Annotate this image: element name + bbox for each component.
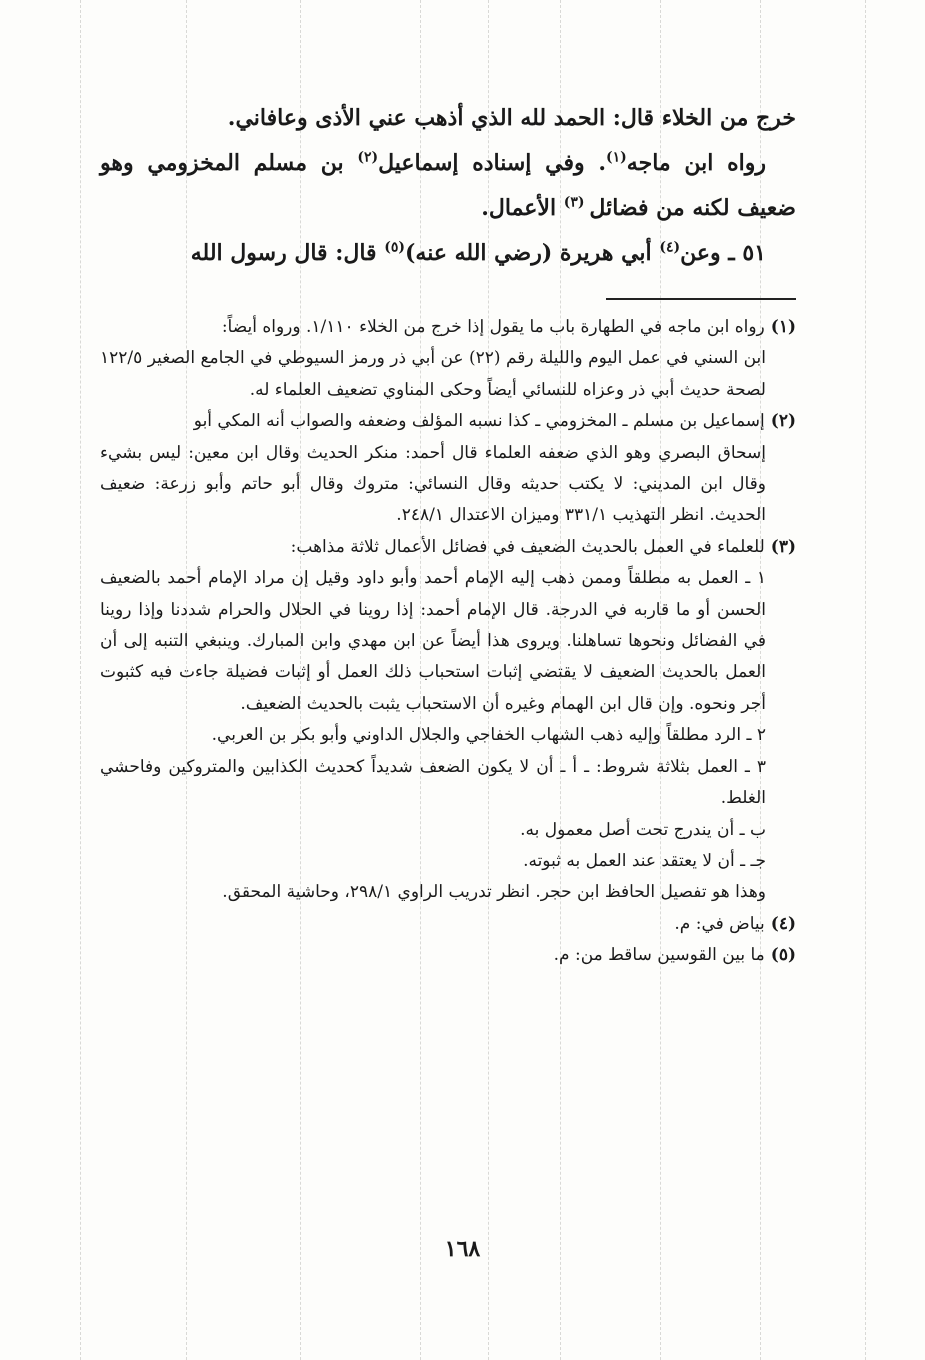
text-segment: بن مسلم المخزومي وهو ضعيف لكنه من فضائل [100, 150, 796, 221]
footnote-3 [100, 532, 796, 563]
footnote-mark: (٤) [770, 913, 796, 934]
footnote-mark: (٣) [770, 536, 796, 557]
footnote-2 [100, 406, 796, 437]
text-segment: أبي هريرة (رضي الله عنه) [405, 240, 660, 266]
footnote-3-item-3: ٣ ـ العمل بثلاثة شروط: ـ أ ـ أن لا يكون الضعف شديداً كحديث الكذابين والمتروكين وفاحشي الغلط. [100, 756, 766, 809]
footnote-5 [100, 940, 796, 971]
footnote-3-item-3b: ب ـ أن يندرج تحت أصل معمول به. [520, 819, 766, 840]
footnote-2-continuation: إسحاق البصري وهو الذي ضعفه العلماء قال أحمد: منكر الحديث وقال ابن معين: ليس بشيء وقال ابن المديني: لا يكتب حديثه وقال النسائي: متروك وقال أبو حاتم وأبو زرعة: ضعيف الحديث. انظر التهذيب ٣٣١/١ وميزان الاعتدال ٢٤٨/١. [100, 442, 766, 526]
footnote-4 [100, 909, 796, 940]
footnote-mark: (١) [770, 317, 796, 337]
text-segment: الأعمال. [481, 195, 564, 221]
footnote-mark: (٥) [770, 945, 796, 966]
footnote-ref-1: (١) [606, 149, 627, 166]
footnote-ref-2: (٢) [357, 149, 379, 166]
footnote-mark: (٢) [770, 411, 796, 432]
footnotes [100, 312, 796, 972]
footnote-3-closing: وهذا هو تفصيل الحافظ ابن حجر. انظر تدريب الراوي ٢٩٨/١، وحاشية المحقق. [222, 882, 766, 903]
footnote-ref-3: (٣) [563, 194, 590, 211]
text-segment: قال: قال رسول الله [190, 240, 385, 266]
text-segment: ٥١ ـ وعن [680, 240, 766, 266]
footnote-1 [100, 312, 796, 343]
footnote-1-continuation: ابن السني في عمل اليوم والليلة رقم (٢٢) عن أبي ذر ورمز السيوطي في الجامع الصغير ١٢٢/٥ لصحة حديث أبي ذر وعزاه للنسائي أيضاً وحكى المناوي تضعيف العلماء له. [100, 348, 767, 400]
footnote-text: للعلماء في العمل بالحديث الضعيف في فضائل الأعمال ثلاثة مذاهب: [290, 536, 765, 557]
footnote-3-item-2: ٢ ـ الرد مطلقاً وإليه ذهب الشهاب الخفاجي والجلال الداوني وأبو بكر بن العربي. [211, 725, 766, 746]
main-paragraph-2 [100, 141, 796, 231]
hadith-51 [100, 231, 796, 276]
footnote-text: رواه ابن ماجه في الطهارة باب ما يقول إذا خرج من الخلاء ١/١١٠. ورواه أيضاً: [221, 317, 765, 337]
page-number: ١٦٨ [444, 1236, 481, 1262]
footnote-3-item-1: ١ ـ العمل به مطلقاً وممن ذهب إليه الإمام أحمد وأبو داود وقيل إن مراد الإمام أحمد بالضعيف الحسن أو ما قاربه في الدرجة. قال الإمام أحمد: إذا روينا في الحلال والحرام شددنا وإذا روينا في الفضائل ونحوها تساهلنا. ويروى هذا أيضاً عن ابن مهدي وابن المبارك. وينبغي التنبه إلى أن العمل بالحديث الضعيف لا يقتضي إثبات استحباب ذلك العمل أو إثبات فضيلة جاءت فيه كثبوت أجر ونحوه. وإن قال ابن الهمام وغيره أن الاستحباب يثبت بالحديث الضعيف. [100, 568, 766, 714]
main-text [100, 96, 796, 276]
footnote-text: ما بين القوسين ساقط من: م. [553, 945, 765, 966]
text-segment: . وفي إسناده إسماعيل [378, 150, 607, 176]
footnote-separator [606, 298, 796, 300]
footnote-ref-4: (٤) [659, 239, 681, 256]
footnote-ref-5: (٥) [384, 239, 405, 256]
text-segment: رواه ابن ماجه [626, 150, 766, 176]
footnote-text: إسماعيل بن مسلم ـ المخزومي ـ كذا نسبه المؤلف وضعفه والصواب أنه المكي أبو [193, 411, 765, 432]
main-line-1: خرج من الخلاء قال: الحمد لله الذي أذهب عني الأذى وعافاني. [227, 105, 796, 131]
footnote-3-item-3c: جـ ـ أن لا يعتقد عند العمل به ثبوته. [523, 850, 766, 871]
footnote-text: بياض في: م. [674, 913, 765, 934]
page-body [100, 96, 796, 972]
